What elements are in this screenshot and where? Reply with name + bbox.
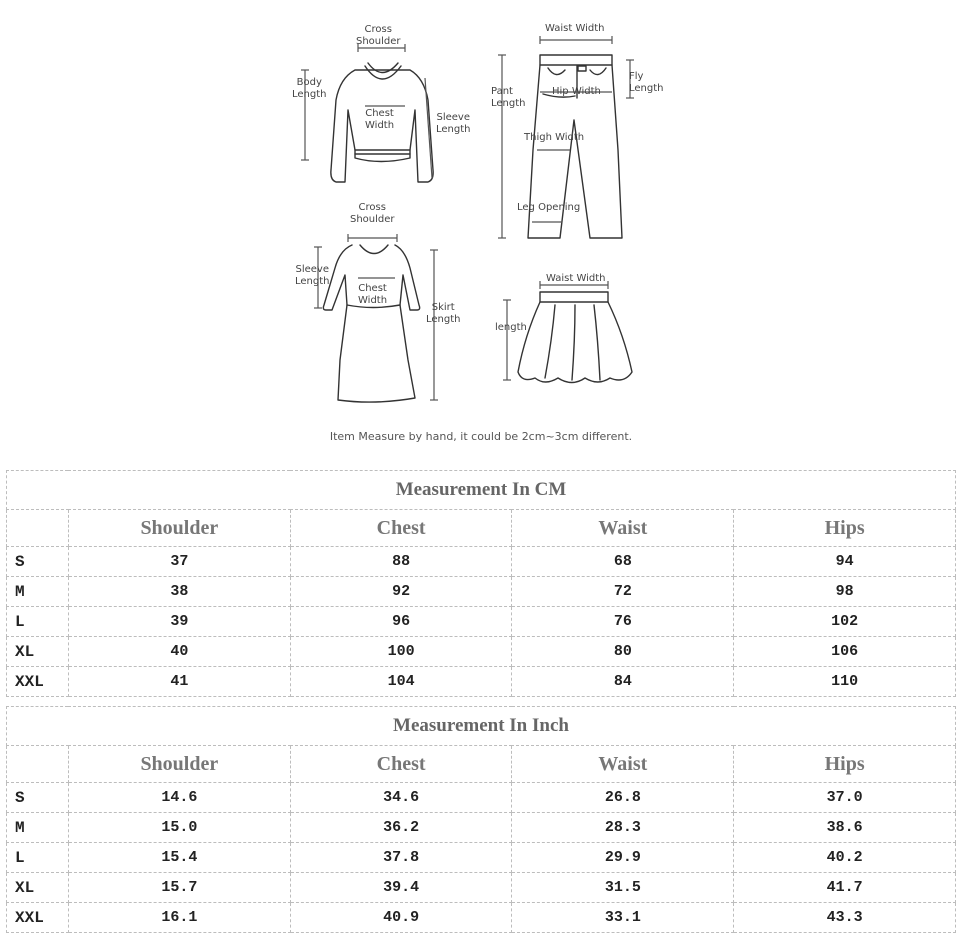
- header-size-cell: [7, 510, 69, 547]
- pants-waist-width-label: Waist Width: [545, 23, 605, 34]
- cm-table-title: Measurement In CM: [7, 471, 956, 510]
- chest-cell: 34.6: [290, 783, 512, 813]
- waist-cell: 26.8: [512, 783, 734, 813]
- header-size-cell: [7, 746, 69, 783]
- pants-thigh-width-label: Thigh Width: [524, 132, 585, 143]
- sweater-chest-width-label: Chest Width: [365, 108, 395, 131]
- hips-cell: 106: [734, 637, 956, 667]
- table-row: [7, 903, 956, 933]
- dress-sketch: [323, 245, 419, 402]
- shoulder-cell: 16.1: [68, 903, 290, 933]
- size-cell: S: [7, 783, 69, 813]
- measurement-diagram: [0, 0, 962, 460]
- pants-leg-opening-label: Leg Opening: [517, 202, 581, 213]
- waist-cell: 84: [512, 667, 734, 697]
- hips-cell: 94: [734, 547, 956, 577]
- hips-cell: 41.7: [734, 873, 956, 903]
- table-row: [7, 637, 956, 667]
- table-row: [7, 577, 956, 607]
- inch-size-table: [6, 706, 956, 933]
- dress-sleeve-length-label: Sleeve Length: [295, 264, 330, 287]
- shoulder-cell: 37: [68, 547, 290, 577]
- inch-table-header: [7, 746, 956, 783]
- table-row: [7, 547, 956, 577]
- chest-cell: 40.9: [290, 903, 512, 933]
- dress-chest-width-label: Chest Width: [358, 283, 388, 306]
- size-cell: XXL: [7, 903, 69, 933]
- garment-sketches: [0, 0, 962, 460]
- hips-cell: 102: [734, 607, 956, 637]
- size-cell: M: [7, 813, 69, 843]
- sweater-body-length-label: Body Length: [292, 77, 327, 100]
- waist-cell: 28.3: [512, 813, 734, 843]
- dress-skirt-length-label: Skirt Length: [426, 302, 461, 325]
- table-row: [7, 783, 956, 813]
- pants-hip-width-label: Hip Width: [552, 86, 601, 97]
- skirt-waist-width-label: Waist Width: [546, 273, 606, 284]
- chest-cell: 36.2: [290, 813, 512, 843]
- header-chest: Chest: [290, 746, 512, 783]
- size-cell: L: [7, 843, 69, 873]
- table-row: [7, 607, 956, 637]
- hips-cell: 110: [734, 667, 956, 697]
- table-row: [7, 813, 956, 843]
- chest-cell: 39.4: [290, 873, 512, 903]
- header-hips: Hips: [734, 746, 956, 783]
- sweater-cross-shoulder-label: Cross Shoulder: [356, 24, 401, 47]
- waist-cell: 68: [512, 547, 734, 577]
- header-hips: Hips: [734, 510, 956, 547]
- waist-cell: 80: [512, 637, 734, 667]
- pants-fly-length-label: Fly Length: [629, 71, 664, 94]
- shoulder-cell: 39: [68, 607, 290, 637]
- shoulder-cell: 15.7: [68, 873, 290, 903]
- hips-cell: 38.6: [734, 813, 956, 843]
- chest-cell: 92: [290, 577, 512, 607]
- size-cell: L: [7, 607, 69, 637]
- size-cell: XL: [7, 873, 69, 903]
- hips-cell: 37.0: [734, 783, 956, 813]
- cm-size-table: [6, 470, 956, 697]
- shoulder-cell: 38: [68, 577, 290, 607]
- table-row: [7, 873, 956, 903]
- header-shoulder: Shoulder: [68, 510, 290, 547]
- shoulder-cell: 15.0: [68, 813, 290, 843]
- size-cell: XXL: [7, 667, 69, 697]
- sweater-sleeve-length-label: Sleeve Length: [436, 112, 471, 135]
- waist-cell: 29.9: [512, 843, 734, 873]
- inch-table-title: Measurement In Inch: [7, 707, 956, 746]
- header-shoulder: Shoulder: [68, 746, 290, 783]
- size-cell: XL: [7, 637, 69, 667]
- waist-cell: 72: [512, 577, 734, 607]
- waist-cell: 76: [512, 607, 734, 637]
- chest-cell: 100: [290, 637, 512, 667]
- shoulder-cell: 41: [68, 667, 290, 697]
- shoulder-cell: 15.4: [68, 843, 290, 873]
- skirt-length-label: length: [495, 322, 527, 333]
- table-row: [7, 843, 956, 873]
- chest-cell: 104: [290, 667, 512, 697]
- shoulder-cell: 40: [68, 637, 290, 667]
- header-waist: Waist: [512, 510, 734, 547]
- header-chest: Chest: [290, 510, 512, 547]
- chest-cell: 88: [290, 547, 512, 577]
- size-cell: M: [7, 577, 69, 607]
- header-waist: Waist: [512, 746, 734, 783]
- chest-cell: 96: [290, 607, 512, 637]
- shoulder-cell: 14.6: [68, 783, 290, 813]
- chest-cell: 37.8: [290, 843, 512, 873]
- skirt-sketch: [518, 292, 632, 383]
- hips-cell: 40.2: [734, 843, 956, 873]
- size-cell: S: [7, 547, 69, 577]
- waist-cell: 31.5: [512, 873, 734, 903]
- measure-note: Item Measure by hand, it could be 2cm~3cm different.: [329, 430, 633, 443]
- table-row: [7, 667, 956, 697]
- hips-cell: 43.3: [734, 903, 956, 933]
- hips-cell: 98: [734, 577, 956, 607]
- pants-pant-length-label: Pant Length: [491, 86, 526, 109]
- waist-cell: 33.1: [512, 903, 734, 933]
- cm-table-header: [7, 510, 956, 547]
- dress-cross-shoulder-label: Cross Shoulder: [350, 202, 395, 225]
